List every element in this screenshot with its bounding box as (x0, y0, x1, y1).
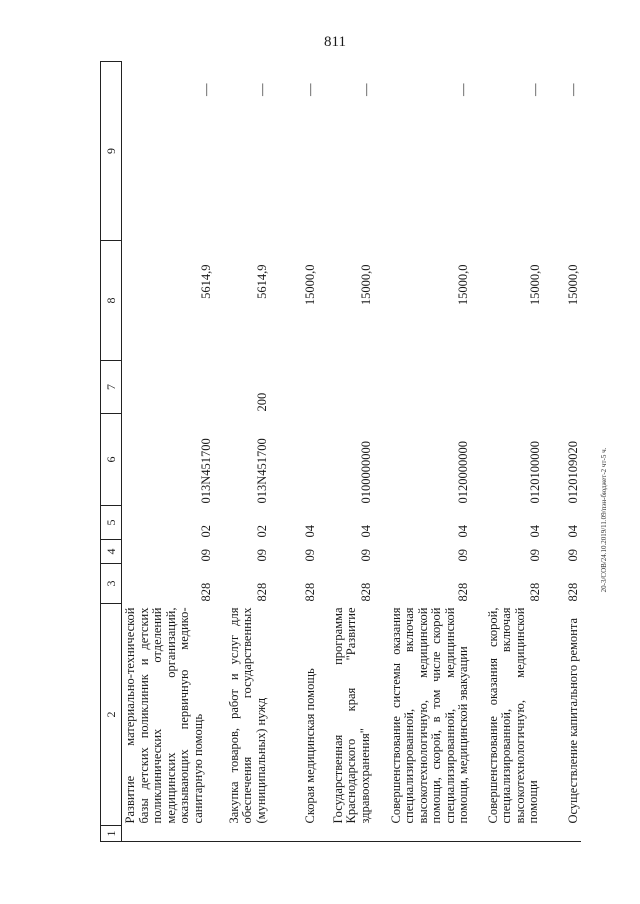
table-row (122, 62, 214, 842)
cell-col8: 15000,0 (528, 264, 542, 306)
cell-col9: — (199, 83, 213, 96)
cell-col9: — (528, 83, 542, 96)
cell-col6: 013N451700 (255, 438, 269, 504)
cell-col7 (374, 361, 471, 414)
cell-col8: 15000,0 (359, 264, 373, 306)
row-name: Закупка товаров, работ и услуг для обеспечения государственных (муниципальных) нужд (226, 607, 268, 824)
cell-col3: 828 (359, 582, 373, 602)
cell-col8: 15000,0 (303, 264, 317, 306)
row-name: Осуществление капитального ремонта (566, 617, 580, 824)
table-row (270, 62, 318, 842)
cell-col6 (270, 414, 318, 506)
column-header: 4 (101, 540, 122, 564)
cell-col4: 09 (303, 549, 317, 562)
cell-col7 (122, 361, 214, 414)
cell-col3: 828 (566, 582, 580, 602)
cell-col7 (270, 361, 318, 414)
column-header: 6 (101, 414, 122, 506)
cell-col9: — (566, 83, 580, 96)
column-header: 9 (101, 62, 122, 241)
cell-col6: 013N451700 (199, 438, 213, 504)
document-stamp: 20-3/СОВ/24.10.2019/11.09/пэн-бюджет-2 чт-5 ч. (600, 447, 608, 593)
cell-col3: 828 (199, 582, 213, 602)
cell-col3: 828 (303, 582, 317, 602)
cell-col5: 02 (255, 525, 269, 538)
cell-col3: 828 (528, 582, 542, 602)
cell-col9: — (359, 83, 373, 96)
row-name: Развитие материально-технической базы детских поликлиник и детских поликлинических отделений медицинских организаций, оказывающих первичную медико-санитарную помощь (123, 607, 205, 824)
row-name: Совершенствование системы оказания специализированной, включая высокотехнологичную, медицинской помощи, скорой, в том числе скорой специализированной, медицинской помощи, медицинской эвакуации (388, 607, 470, 824)
table-row (318, 62, 374, 842)
row-name: Государственная программа Краснодарского края "Развитие здравоохранения" (330, 607, 372, 824)
cell-col4: 09 (359, 549, 373, 562)
cell-col7: 200 (255, 392, 269, 412)
cell-col4: 09 (456, 549, 470, 562)
cell-col9: — (303, 83, 317, 96)
column-header: 2 (101, 604, 122, 826)
budget-table-rotated (100, 62, 580, 842)
cell-col5: 04 (303, 525, 317, 538)
budget-table (100, 61, 581, 842)
column-header: 5 (101, 506, 122, 540)
column-header: 1 (101, 826, 122, 842)
row-name: Совершенствование оказания скорой, специализированной, включая высокотехнологичную, медицинской помощи (485, 607, 540, 824)
cell-col9: — (456, 83, 470, 96)
column-header: 7 (101, 361, 122, 414)
cell-col5: 04 (359, 525, 373, 538)
cell-col3: 828 (456, 582, 470, 602)
cell-col8: 5614,9 (255, 264, 269, 299)
table-row (471, 62, 543, 842)
cell-col6: 0120109020 (566, 441, 580, 504)
page-number: 811 (324, 34, 346, 50)
cell-col7 (543, 361, 581, 414)
cell-col5: 04 (566, 525, 580, 538)
cell-col5: 02 (199, 525, 213, 538)
cell-col5: 04 (456, 525, 470, 538)
row-name: Скорая медицинская помощь (303, 668, 317, 824)
cell-col4: 09 (566, 549, 580, 562)
cell-col6: 0100000000 (359, 441, 373, 504)
column-header: 8 (101, 241, 122, 361)
cell-col7 (471, 361, 543, 414)
cell-col4: 09 (528, 549, 542, 562)
column-header: 3 (101, 564, 122, 604)
cell-col6: 0120000000 (456, 441, 470, 504)
cell-col8: 5614,9 (199, 264, 213, 299)
cell-col9: — (255, 83, 269, 96)
cell-col6: 0120100000 (528, 441, 542, 504)
cell-col8: 15000,0 (456, 264, 470, 306)
table-row (374, 62, 471, 842)
cell-col4: 09 (199, 549, 213, 562)
cell-col5: 04 (528, 525, 542, 538)
cell-col8: 15000,0 (566, 264, 580, 306)
cell-col7 (318, 361, 374, 414)
cell-col3: 828 (255, 582, 269, 602)
cell-col4: 09 (255, 549, 269, 562)
table-row (214, 62, 270, 842)
table-row (543, 62, 581, 842)
column-number-row (101, 62, 122, 842)
